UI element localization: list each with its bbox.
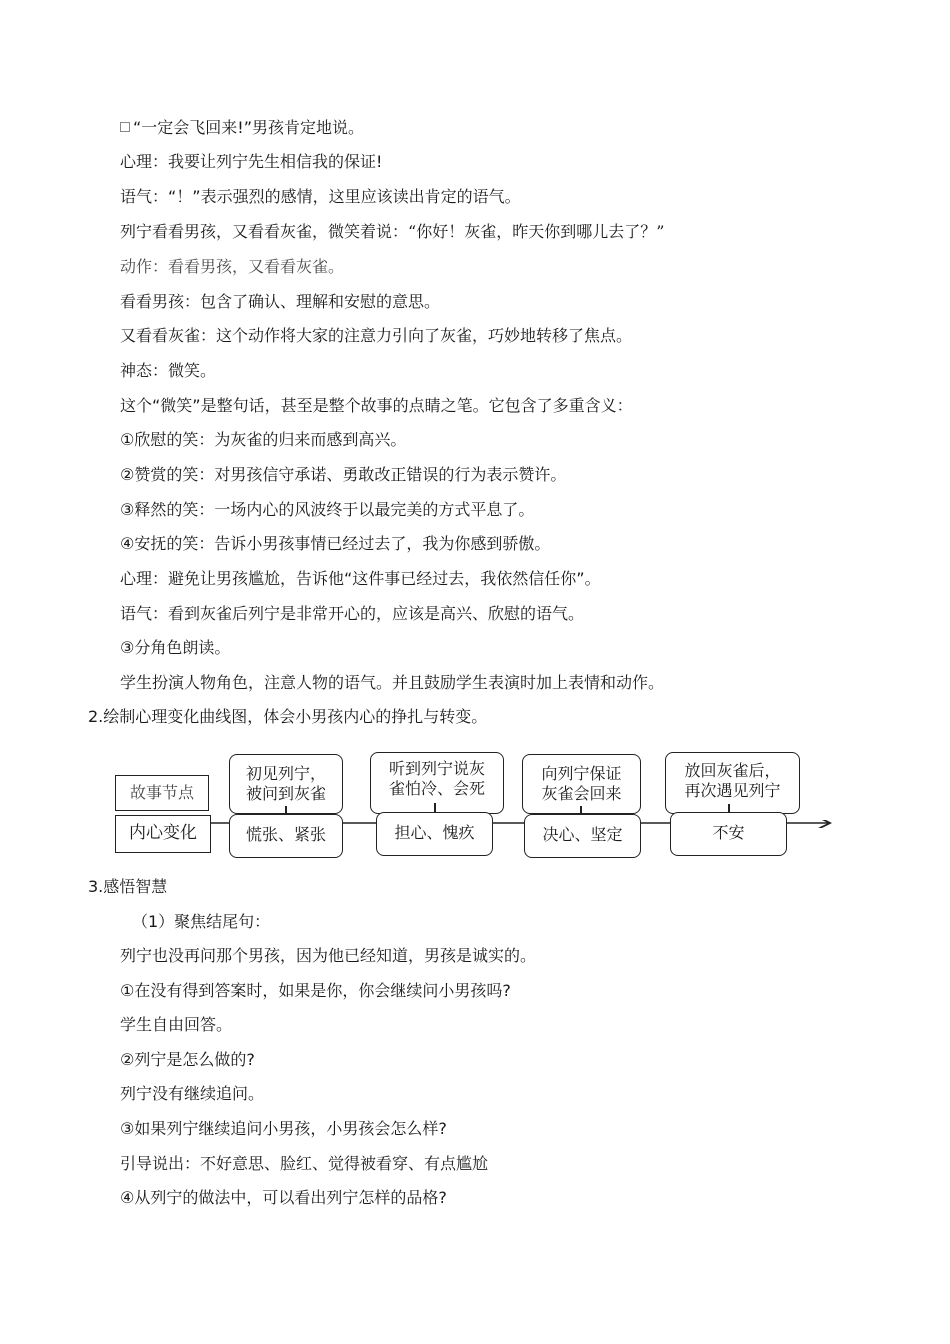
feeling-node-2: 担心、愧疚 bbox=[376, 812, 493, 856]
row-label-story-node: 故事节点 bbox=[115, 775, 209, 811]
line-smile-4: ④安抚的笑：告诉小男孩事情已经过去了，我为你感到骄傲。 bbox=[120, 534, 551, 553]
line-psychology-1: 心理：我要让列宁先生相信我的保证! bbox=[120, 152, 383, 171]
line-look-boy: 看看男孩：包含了确认、理解和安慰的意思。 bbox=[120, 292, 441, 311]
line-smile-meaning: 这个“微笑”是整句话，甚至是整个故事的点睛之笔。它包含了多重含义： bbox=[120, 396, 633, 415]
heading-wisdom: 3.感悟智慧 bbox=[88, 877, 168, 896]
line-expression: 神态：微笑。 bbox=[120, 361, 217, 380]
line-question-3: ③如果列宁继续追问小男孩，小男孩会怎么样? bbox=[120, 1119, 447, 1138]
line-psychology-2: 心理：避免让男孩尴尬，告诉他“这件事已经过去，我依然信任你”。 bbox=[120, 569, 601, 588]
feeling-node-4: 不安 bbox=[670, 812, 787, 856]
line-tone-1: 语气：“！”表示强烈的感情，这里应该读出肯定的语气。 bbox=[120, 187, 521, 206]
line-question-4: ④从列宁的做法中，可以看出列宁怎样的品格? bbox=[120, 1188, 447, 1207]
line-smile-3: ③释然的笑：一场内心的风波终于以最完美的方式平息了。 bbox=[120, 500, 535, 519]
feeling-node-1: 慌张、紧张 bbox=[229, 814, 343, 858]
line-look-sparrow: 又看看灰雀：这个动作将大家的注意力引向了灰雀，巧妙地转移了焦点。 bbox=[120, 326, 633, 345]
row-label-inner-change: 内心变化 bbox=[115, 815, 211, 853]
line-role-reading: ③分角色朗读。 bbox=[120, 638, 231, 657]
subheading-ending: （1）聚焦结尾句： bbox=[132, 912, 271, 931]
line-question-1: ①在没有得到答案时，如果是你，你会继续问小男孩吗? bbox=[120, 981, 511, 1000]
story-node-1: 初见列宁， 被问到灰雀 bbox=[229, 754, 343, 814]
feeling-node-3: 决心、坚定 bbox=[524, 814, 641, 858]
line-lenin-says: 列宁看看男孩，又看看灰雀，微笑着说：“你好！灰雀，昨天你到哪儿去了？” bbox=[120, 222, 665, 241]
story-node-2: 听到列宁说灰 雀怕冷、会死 bbox=[370, 752, 504, 814]
story-node-4: 放回灰雀后， 再次遇见列宁 bbox=[665, 752, 800, 814]
line-answer-2: 列宁没有继续追问。 bbox=[120, 1084, 265, 1103]
heading-curve-diagram: 2.绘制心理变化曲线图，体会小男孩内心的挣扎与转变。 bbox=[88, 707, 488, 726]
line-ending-sentence: 列宁也没再问那个男孩，因为他已经知道，男孩是诚实的。 bbox=[120, 946, 537, 965]
line-tone-2: 语气：看到灰雀后列宁是非常开心的，应该是高兴、欣慰的语气。 bbox=[120, 604, 585, 623]
line-quote-boy: “一定会飞回来!”男孩肯定地说。 bbox=[120, 118, 364, 138]
line-question-2: ②列宁是怎么做的? bbox=[120, 1050, 255, 1069]
line-answer-1: 学生自由回答。 bbox=[120, 1015, 233, 1034]
line-action: 动作：看看男孩，又看看灰雀。 bbox=[120, 257, 345, 276]
line-smile-1: ①欣慰的笑：为灰雀的归来而感到高兴。 bbox=[120, 430, 407, 449]
story-node-3: 向列宁保证 灰雀会回来 bbox=[522, 754, 641, 814]
line-students-act: 学生扮演人物角色，注意人物的语气。并且鼓励学生表演时加上表情和动作。 bbox=[120, 673, 665, 692]
line-answer-3: 引导说出：不好意思、脸红、觉得被看穿、有点尴尬 bbox=[120, 1154, 489, 1173]
checkbox-icon bbox=[120, 122, 130, 132]
line-smile-2: ②赞赏的笑：对男孩信守承诺、勇敢改正错误的行为表示赞许。 bbox=[120, 465, 567, 484]
